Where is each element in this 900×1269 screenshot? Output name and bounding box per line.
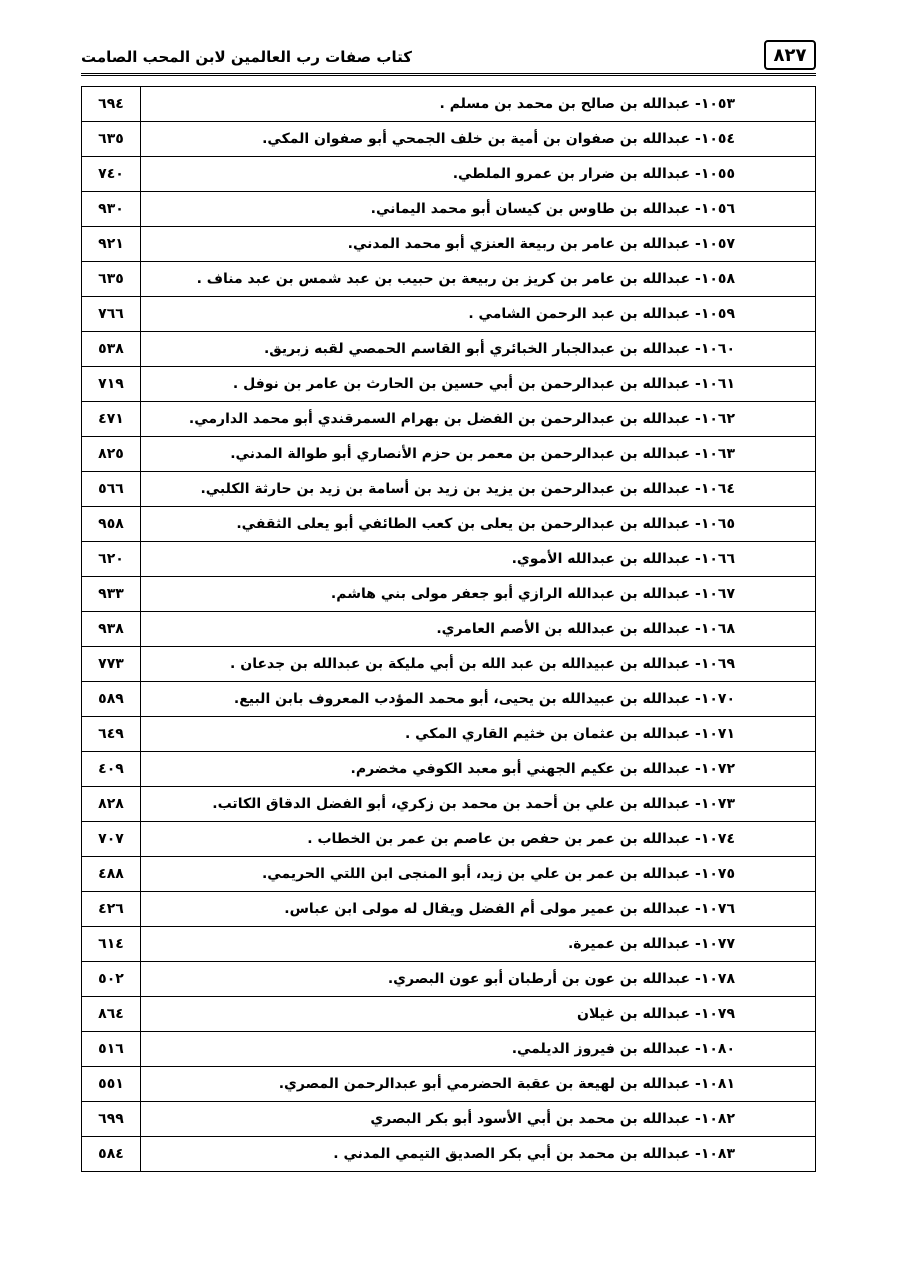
table-row [82, 682, 816, 717]
entry-name: ١٠٧١- عبدالله بن عثمان بن خثيم القاري المكي . [141, 717, 816, 752]
index-table-body [82, 87, 816, 1172]
entry-name: ١٠٥٥- عبدالله بن ضرار بن عمرو الملطي. [141, 157, 816, 192]
entry-name: ١٠٦٣- عبدالله بن عبدالرحمن بن معمر بن حزم الأنصاري أبو طوالة المدني. [141, 437, 816, 472]
table-row [82, 857, 816, 892]
table-row [82, 822, 816, 857]
entry-name: ١٠٥٤- عبدالله بن صفوان بن أمية بن خلف الجمحي أبو صفوان المكي. [141, 122, 816, 157]
table-row [82, 892, 816, 927]
entry-name: ١٠٧٤- عبدالله بن عمر بن حفص بن عاصم بن عمر بن الخطاب . [141, 822, 816, 857]
entry-page-number: ٩٣٣ [82, 577, 141, 612]
index-table [81, 86, 816, 1172]
entry-name: ١٠٧٨- عبدالله بن عون بن أرطبان أبو عون البصري. [141, 962, 816, 997]
entry-name: ١٠٥٧- عبدالله بن عامر بن ربيعة العنزي أبو محمد المدني. [141, 227, 816, 262]
entry-page-number: ٥٨٩ [82, 682, 141, 717]
entry-page-number: ٦٤٩ [82, 717, 141, 752]
entry-page-number: ٧٦٦ [82, 297, 141, 332]
entry-name: ١٠٦٢- عبدالله بن عبدالرحمن بن الفضل بن بهرام السمرقندي أبو محمد الدارمي. [141, 402, 816, 437]
entry-page-number: ٦٩٩ [82, 1102, 141, 1137]
entry-page-number: ٧٤٠ [82, 157, 141, 192]
table-row [82, 87, 816, 122]
table-row [82, 122, 816, 157]
table-row [82, 1032, 816, 1067]
entry-page-number: ٥٥١ [82, 1067, 141, 1102]
entry-name: ١٠٧٠- عبدالله بن عبيدالله بن يحيى، أبو محمد المؤدب المعروف بابن البيع. [141, 682, 816, 717]
entry-name: ١٠٨٢- عبدالله بن محمد بن أبي الأسود أبو بكر البصري [141, 1102, 816, 1137]
entry-page-number: ٦٩٤ [82, 87, 141, 122]
entry-page-number: ٥٠٢ [82, 962, 141, 997]
entry-page-number: ٧٠٧ [82, 822, 141, 857]
table-row [82, 472, 816, 507]
table-row [82, 157, 816, 192]
entry-page-number: ٥٣٨ [82, 332, 141, 367]
entry-name: ١٠٧٧- عبدالله بن عميرة. [141, 927, 816, 962]
table-row [82, 297, 816, 332]
entry-page-number: ٨٦٤ [82, 997, 141, 1032]
entry-page-number: ٦٣٥ [82, 122, 141, 157]
table-row [82, 507, 816, 542]
table-row [82, 787, 816, 822]
table-row [82, 717, 816, 752]
table-row [82, 997, 816, 1032]
table-row [82, 612, 816, 647]
entry-page-number: ٧١٩ [82, 367, 141, 402]
entry-name: ١٠٨٠- عبدالله بن فيروز الديلمي. [141, 1032, 816, 1067]
entry-name: ١٠٥٩- عبدالله بن عبد الرحمن الشامي . [141, 297, 816, 332]
entry-name: ١٠٦٥- عبدالله بن عبدالرحمن بن يعلى بن كعب الطائفي أبو يعلى الثقفي. [141, 507, 816, 542]
entry-name: ١٠٥٦- عبدالله بن طاوس بن كيسان أبو محمد اليماني. [141, 192, 816, 227]
table-row [82, 367, 816, 402]
entry-page-number: ٤٠٩ [82, 752, 141, 787]
entry-name: ١٠٦٧- عبدالله بن عبدالله الرازي أبو جعفر مولى بني هاشم. [141, 577, 816, 612]
entry-name: ١٠٦٤- عبدالله بن عبدالرحمن بن يزيد بن زيد بن أسامة بن زيد بن حارثة الكلبي. [141, 472, 816, 507]
table-row [82, 752, 816, 787]
entry-name: ١٠٧٣- عبدالله بن علي بن أحمد بن محمد بن زكري، أبو الفضل الدقاق الكاتب. [141, 787, 816, 822]
entry-page-number: ٧٧٣ [82, 647, 141, 682]
book-title: كتاب صفات رب العالمين لابن المحب الصامت [81, 48, 412, 66]
entry-page-number: ٥١٦ [82, 1032, 141, 1067]
entry-name: ١٠٨١- عبدالله بن لهيعة بن عقبة الحضرمي أبو عبدالرحمن المصري. [141, 1067, 816, 1102]
entry-page-number: ٤٨٨ [82, 857, 141, 892]
entry-page-number: ٩٣٨ [82, 612, 141, 647]
entry-page-number: ٩٢١ [82, 227, 141, 262]
entry-name: ١٠٦١- عبدالله بن عبدالرحمن بن أبي حسين بن الحارث بن عامر بن نوفل . [141, 367, 816, 402]
table-row [82, 927, 816, 962]
entry-page-number: ٦٢٠ [82, 542, 141, 577]
entry-name: ١٠٦٠- عبدالله بن عبدالجبار الخبائري أبو القاسم الحمصي لقبه زبريق. [141, 332, 816, 367]
entry-name: ١٠٧٢- عبدالله بن عكيم الجهني أبو معبد الكوفي مخضرم. [141, 752, 816, 787]
entry-page-number: ٥٦٦ [82, 472, 141, 507]
table-row [82, 402, 816, 437]
table-row [82, 192, 816, 227]
entry-page-number: ٨٢٨ [82, 787, 141, 822]
table-row [82, 542, 816, 577]
table-row [82, 1137, 816, 1172]
entry-name: ١٠٦٩- عبدالله بن عبيدالله بن عبد الله بن أبي مليكة بن عبدالله بن جدعان . [141, 647, 816, 682]
table-row [82, 437, 816, 472]
table-row [82, 227, 816, 262]
entry-page-number: ٤٢٦ [82, 892, 141, 927]
header-rule [81, 73, 816, 76]
table-row [82, 262, 816, 297]
entry-page-number: ٩٣٠ [82, 192, 141, 227]
entry-page-number: ٦١٤ [82, 927, 141, 962]
entry-name: ١٠٦٦- عبدالله بن عبدالله الأموي. [141, 542, 816, 577]
entry-page-number: ٤٧١ [82, 402, 141, 437]
entry-page-number: ٨٢٥ [82, 437, 141, 472]
entry-name: ١٠٧٩- عبدالله بن غيلان [141, 997, 816, 1032]
table-row [82, 1102, 816, 1137]
entry-name: ١٠٧٦- عبدالله بن عمير مولى أم الفضل ويقال له مولى ابن عباس. [141, 892, 816, 927]
entry-name: ١٠٨٣- عبدالله بن محمد بن أبي بكر الصديق التيمي المدني . [141, 1137, 816, 1172]
table-row [82, 332, 816, 367]
entry-page-number: ٩٥٨ [82, 507, 141, 542]
table-row [82, 577, 816, 612]
table-row [82, 647, 816, 682]
entry-page-number: ٥٨٤ [82, 1137, 141, 1172]
entry-name: ١٠٦٨- عبدالله بن عبدالله بن الأصم العامري. [141, 612, 816, 647]
entry-name: ١٠٧٥- عبدالله بن عمر بن علي بن زيد، أبو المنجى ابن اللتي الحريمي. [141, 857, 816, 892]
table-row [82, 1067, 816, 1102]
entry-page-number: ٦٣٥ [82, 262, 141, 297]
page-header [81, 40, 816, 74]
table-row [82, 962, 816, 997]
entry-name: ١٠٥٨- عبدالله بن عامر بن كريز بن ربيعة بن حبيب بن عبد شمس بن عبد مناف . [141, 262, 816, 297]
page-number: ٨٢٧ [764, 40, 816, 70]
entry-name: ١٠٥٣- عبدالله بن صالح بن محمد بن مسلم . [141, 87, 816, 122]
